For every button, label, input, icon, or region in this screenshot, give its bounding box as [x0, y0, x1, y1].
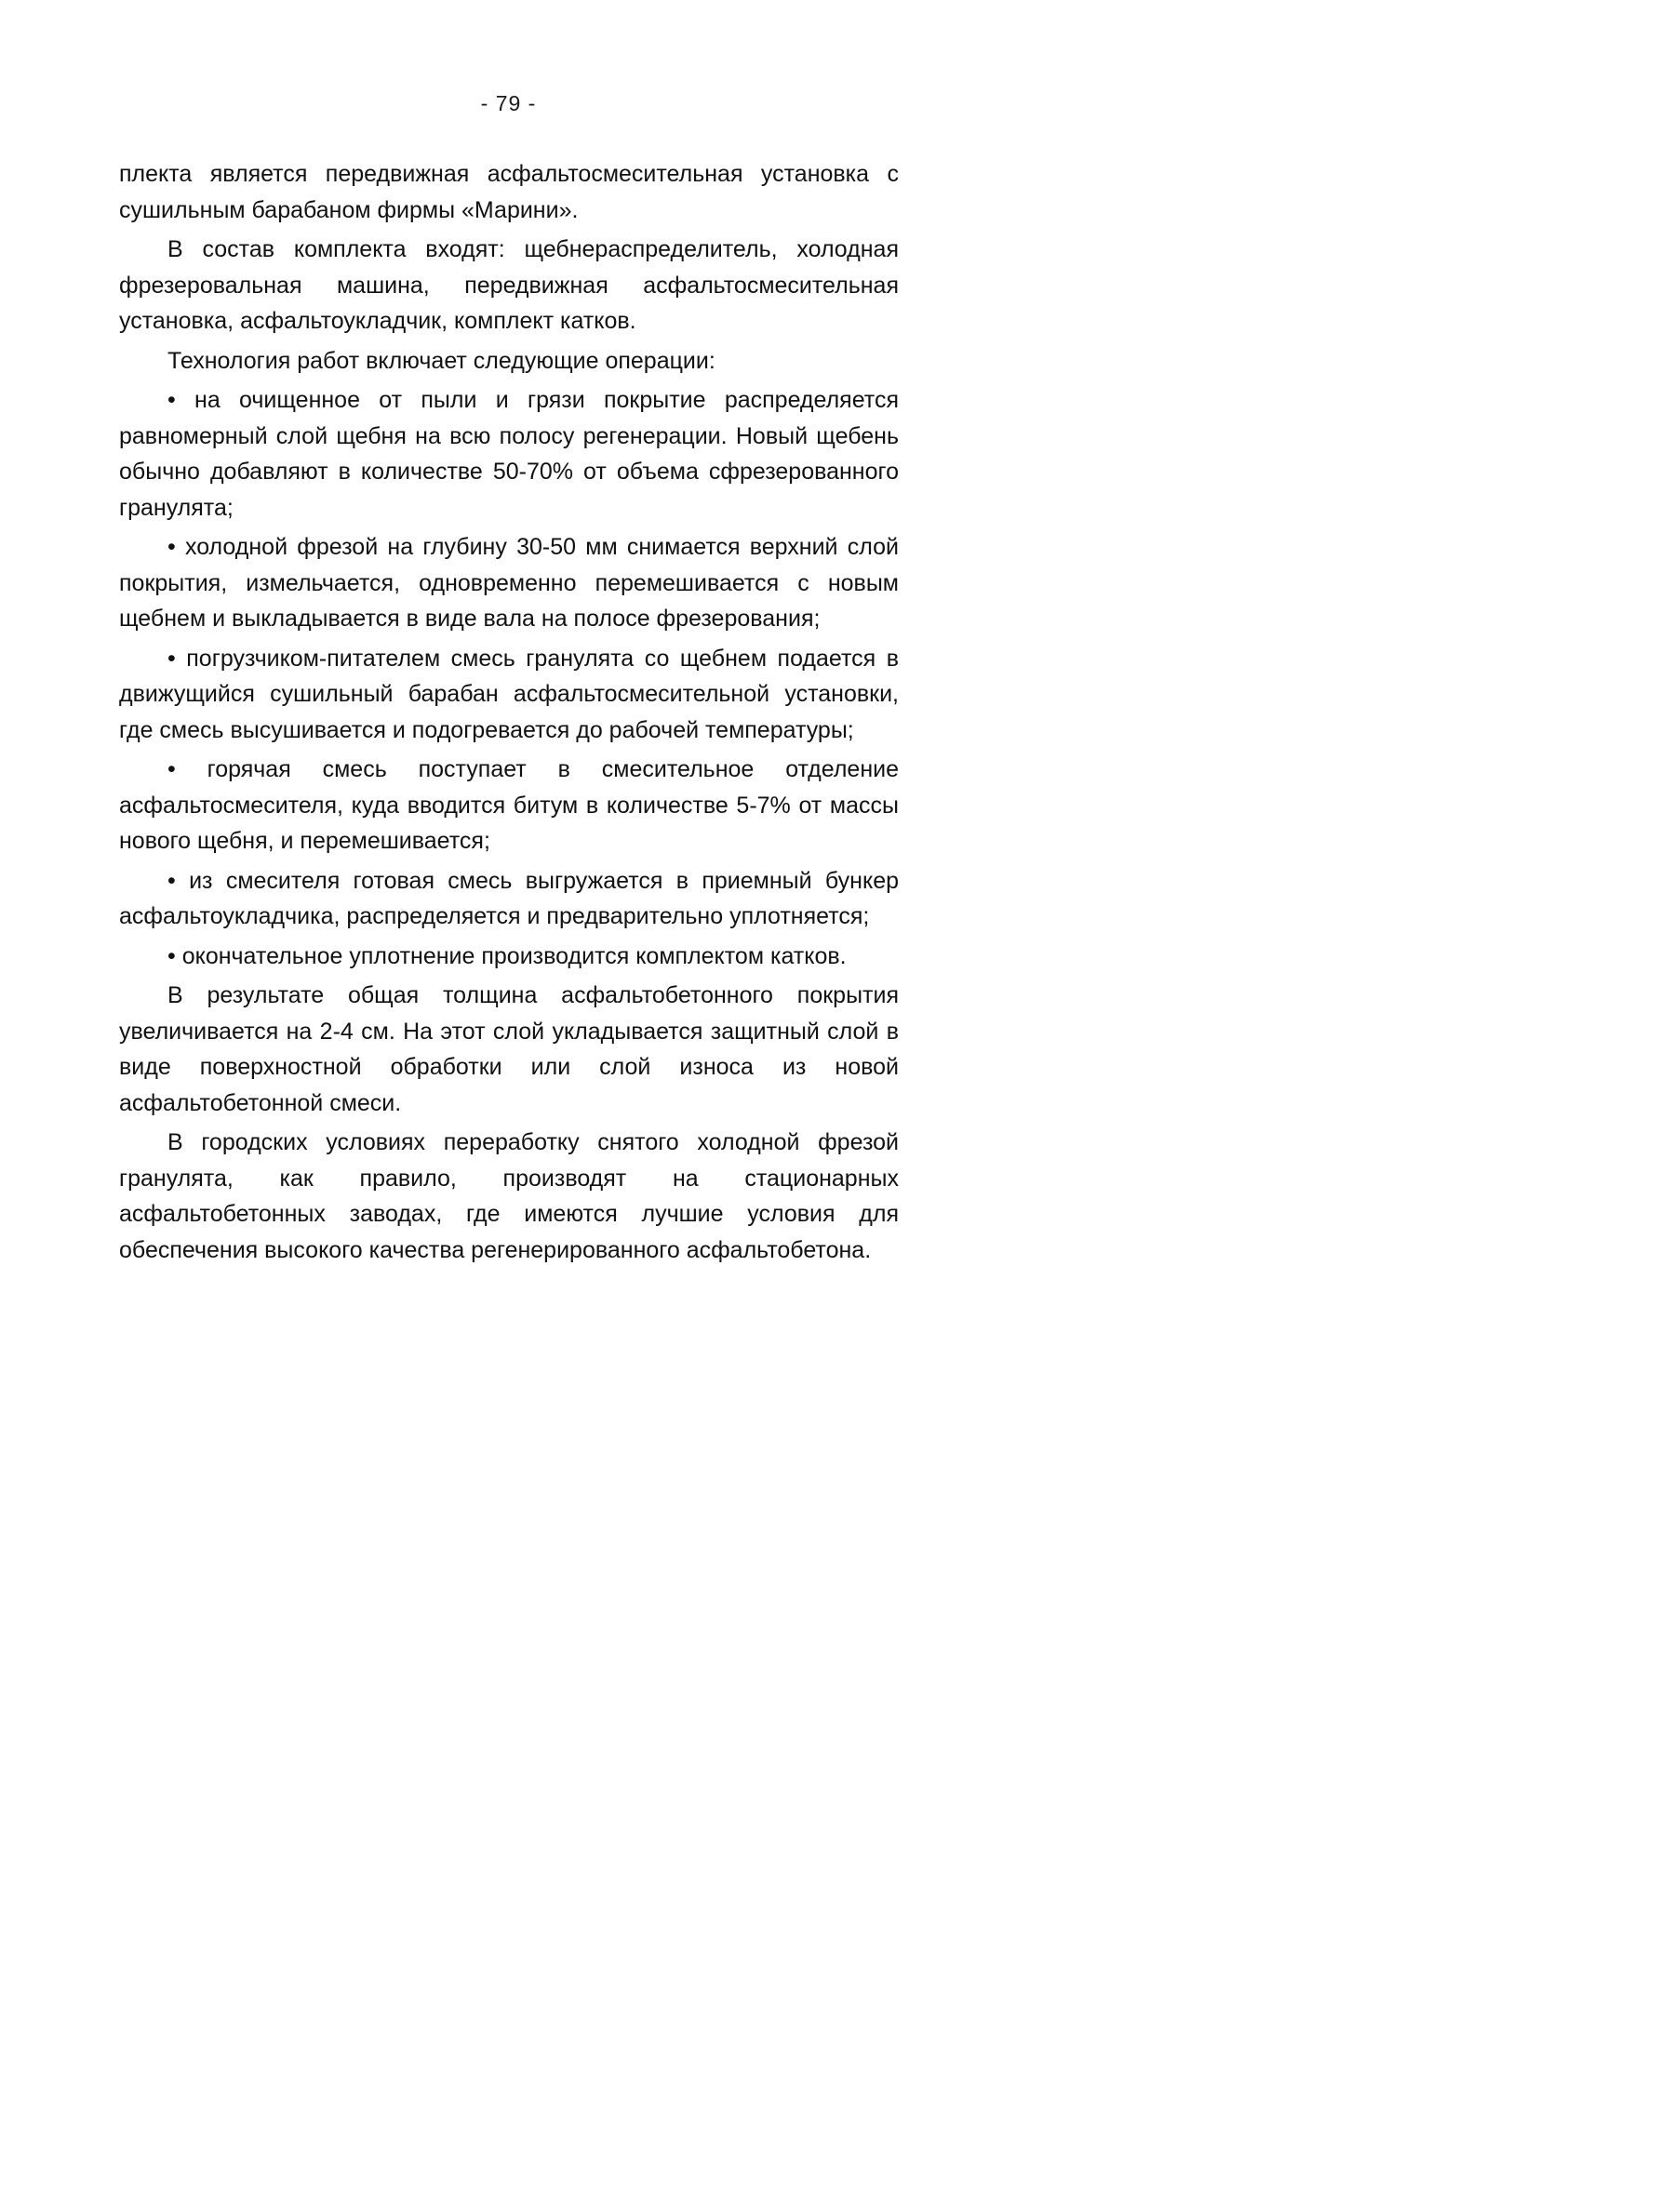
paragraph-composition: В состав комплекта входят: щебнераспределитель, холодная фрезеровальная машина, передвижная асфальтосмесительная установка, асфальтоукладчик, комплект катков. [119, 236, 899, 334]
page-number: - 79 - [480, 91, 537, 115]
paragraph-continuation: плекта является передвижная асфальтосмесительная установка с сушильным барабаном фирмы «Марини». [119, 161, 899, 223]
list-item-hot-mix: • горячая смесь поступает в смесительное отделение асфальтосмесителя, куда вводится битум в количестве 5-7% от массы нового щебня, и перемешивается; [119, 756, 899, 854]
list-item-unloading: • из смесителя готовая смесь выгружается в приемный бункер асфальтоукладчика, распределяется и предварительно уплотняется; [119, 867, 899, 929]
paragraph-city-conditions: В городских условиях переработку снятого холодной фрезой гранулята, как правило, производят на стационарных асфальтобетонных заводах, где имеются лучшие условия для обеспечения высокого качества регенерированного асфальтобетона. [119, 1129, 899, 1263]
page-body [119, 156, 899, 1268]
paragraph-technology-intro: Технология работ включает следующие операции: [167, 347, 715, 374]
list-item-crushed-stone: • на очищенное от пыли и грязи покрытие распределяется равномерный слой щебня на всю полосу регенерации. Новый щебень обычно добавляют в количестве 50-70% от объема сфрезерованного гранулята; [119, 387, 899, 521]
list-item-cold-milling: • холодной фрезой на глубину 30-50 мм снимается верхний слой покрытия, измельчается, одновременно перемешивается с новым щебнем и выкладывается в виде вала на полосе фрезерования; [119, 534, 899, 632]
paragraph-result: В результате общая толщина асфальтобетонного покрытия увеличивается на 2-4 см. На этот слой укладывается защитный слой в виде поверхностной обработки или слой износа из новой асфальтобетонной смеси. [119, 982, 899, 1116]
list-item-loader-feeder: • погрузчиком-питателем смесь гранулята со щебнем подается в движущийся сушильный барабан асфальтосмесительной установки, где смесь высушивается и подогревается до рабочей температуры; [119, 645, 899, 743]
list-item-final-compaction: • окончательное уплотнение производится комплектом катков. [167, 942, 847, 969]
document-page [0, 0, 1116, 1478]
